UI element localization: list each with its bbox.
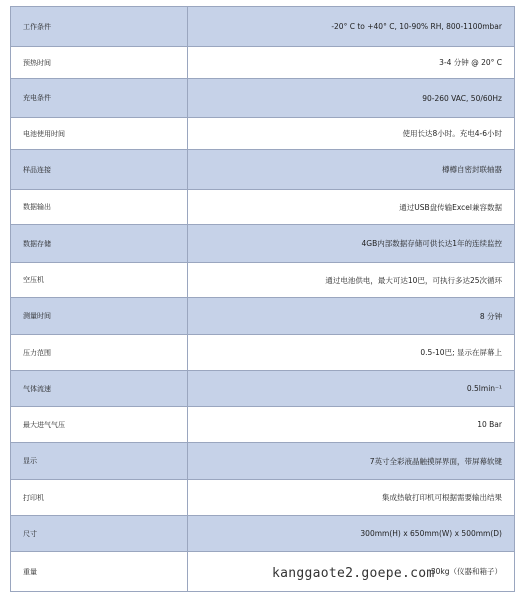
spec-label: 电池使用时间: [11, 118, 188, 150]
spec-label: 最大进气气压: [11, 407, 188, 443]
spec-row-weight: [11, 552, 515, 592]
spec-label: 充电条件: [11, 79, 188, 118]
spec-label: 空压机: [11, 263, 188, 298]
spec-row-printer: [11, 480, 515, 516]
spec-value: 300mm(H) x 650mm(W) x 500mm(D): [188, 516, 515, 552]
spec-value: 4GB内部数据存储可供长达1年的连续监控: [188, 225, 515, 263]
spec-value: 集成热敏打印机可根据需要输出结果: [188, 480, 515, 516]
spec-value: 7英寸全彩液晶触摸屏界面，带屏幕软键: [188, 443, 515, 480]
spec-value: -20° C to +40° C, 10-90% RH, 800-1100mbar: [188, 7, 515, 47]
spec-label: 打印机: [11, 480, 188, 516]
spec-label: 重量: [11, 552, 188, 592]
spec-label: 工作条件: [11, 7, 188, 47]
spec-value: 0.5lmin⁻¹: [188, 371, 515, 407]
spec-value: 通过电池供电，最大可达10巴，可执行多达25次循环: [188, 263, 515, 298]
spec-value: 10 Bar: [188, 407, 515, 443]
spec-row-warmup-time: [11, 47, 515, 79]
spec-row-sample-connection: [11, 150, 515, 190]
watermark-text: kanggaote2.goepe.com: [272, 566, 435, 581]
spec-label: 显示: [11, 443, 188, 480]
spec-row-gas-flow: [11, 371, 515, 407]
spec-row-measurement-time: [11, 298, 515, 335]
spec-row-air-compressor: [11, 263, 515, 298]
spec-value: 3-4 分钟 @ 20° C: [188, 47, 515, 79]
spec-value: 樽樽自密封联轴器: [188, 150, 515, 190]
spec-value: 使用长达8小时。充电4-6小时: [188, 118, 515, 150]
spec-label: 样品连接: [11, 150, 188, 190]
spec-row-operating-conditions: [11, 7, 515, 47]
spec-row-data-storage: [11, 225, 515, 263]
spec-row-dimensions: [11, 516, 515, 552]
spec-row-pressure-range: [11, 335, 515, 371]
spec-value: 30kg（仪器和箱子）: [188, 552, 515, 592]
spec-row-max-inlet-pressure: [11, 407, 515, 443]
spec-label: 数据存储: [11, 225, 188, 263]
spec-row-charging: [11, 79, 515, 118]
spec-row-display: [11, 443, 515, 480]
spec-row-battery-life: [11, 118, 515, 150]
spec-value: 8 分钟: [188, 298, 515, 335]
spec-value: 通过USB盘传输Excel兼容数据: [188, 190, 515, 225]
spec-value: 0.5-10巴; 显示在屏幕上: [188, 335, 515, 371]
spec-label: 尺寸: [11, 516, 188, 552]
spec-row-data-output: [11, 190, 515, 225]
spec-label: 数据输出: [11, 190, 188, 225]
spec-table: [10, 6, 515, 592]
spec-label: 气体流速: [11, 371, 188, 407]
spec-label: 压力范围: [11, 335, 188, 371]
spec-label: 测量时间: [11, 298, 188, 335]
spec-label: 预热时间: [11, 47, 188, 79]
spec-value: 90-260 VAC, 50/60Hz: [188, 79, 515, 118]
